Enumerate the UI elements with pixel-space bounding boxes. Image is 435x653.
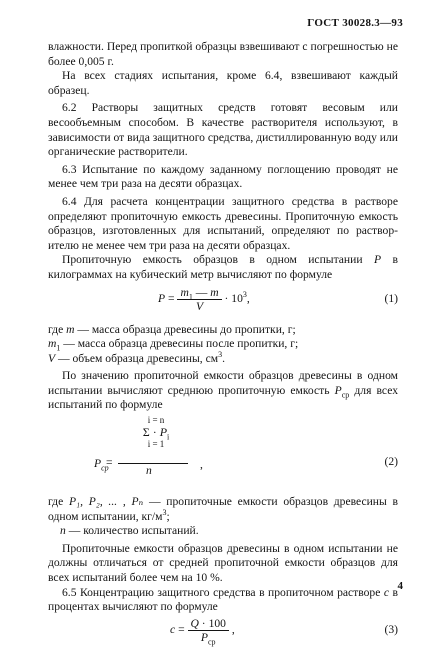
text-run: в килограммах на кубический метр вычисляют по формуле bbox=[48, 253, 398, 281]
where-item bbox=[48, 323, 398, 338]
formula-number: (2) bbox=[384, 455, 398, 469]
superscript: 3 bbox=[162, 507, 167, 517]
exponent: 3 bbox=[242, 289, 247, 299]
text-run: 6.5 Концентрацию защитного средства в пропиточном растворе bbox=[62, 585, 381, 599]
paragraph: 6.4 Для расчета концентрации защитного средства в растворе определяют пропиточную емкость древесины. Пропиточную емкость образцов, изготовленных для испытаний, определяют по растворителю не менее чем три раза на десяти образцах. bbox=[48, 194, 398, 252]
where-item bbox=[48, 495, 398, 524]
multiply-dot: · bbox=[201, 616, 206, 630]
variable-c: c bbox=[383, 585, 390, 599]
where-item bbox=[48, 524, 398, 539]
sigma-symbol: Σ bbox=[142, 425, 150, 440]
sum-term: P bbox=[159, 425, 168, 440]
where-symbol: n bbox=[60, 524, 66, 538]
where-prefix: где bbox=[48, 495, 64, 509]
var-pcp: P bbox=[200, 630, 208, 644]
fraction bbox=[188, 616, 229, 647]
where-text: — масса образца древесины до пропитки, г; bbox=[77, 322, 296, 336]
formula-2 bbox=[48, 415, 398, 493]
sum-upper-limit: i = n bbox=[147, 415, 165, 426]
formula-1 bbox=[48, 286, 398, 320]
subscript: i bbox=[167, 432, 170, 442]
comma: , bbox=[246, 291, 250, 305]
formula-lhs: P bbox=[158, 291, 166, 305]
paragraph bbox=[48, 253, 398, 282]
var-q: Q bbox=[190, 616, 199, 630]
where-symbol: m bbox=[66, 322, 75, 336]
semicolon: ; bbox=[166, 509, 170, 523]
where-prefix: где bbox=[48, 322, 64, 336]
equals-sign: = bbox=[178, 623, 185, 637]
text-run: в процентах вычисляют по формуле bbox=[48, 585, 398, 614]
paragraph: На всех стадиях испытания, кроме 6.4, взвешивают каждый образец. bbox=[48, 69, 398, 97]
standard-header: ГОСТ 30028.3—93 bbox=[307, 17, 403, 29]
formula-number: (3) bbox=[384, 622, 398, 636]
page-number: 4 bbox=[397, 580, 403, 592]
where-item bbox=[48, 349, 398, 367]
where-symbol: m bbox=[48, 337, 57, 351]
text-run: Пропиточную емкость образцов в одном испытании bbox=[62, 253, 363, 267]
variable-pcp: P bbox=[334, 383, 342, 397]
power-base: 10 bbox=[231, 291, 243, 305]
subscript: ср bbox=[101, 463, 109, 473]
formula-3 bbox=[48, 617, 398, 651]
variable-p: P bbox=[373, 253, 382, 267]
text-run: для всех испытаний по формуле bbox=[48, 383, 399, 412]
equals-sign: = bbox=[168, 291, 175, 305]
where-text: — масса образца древесины после пропитки, г; bbox=[63, 337, 299, 351]
fraction-bar bbox=[118, 463, 188, 464]
fraction bbox=[177, 286, 221, 313]
text-run: По значению пропиточной емкости образцов древесины в одном испытании вычисляют среднюю пропиточную емкость bbox=[48, 369, 398, 397]
formula-number: (1) bbox=[384, 291, 398, 305]
var-v: V bbox=[195, 299, 204, 313]
where-text: — объем образца древесины, см bbox=[58, 351, 219, 365]
var-m1: m bbox=[180, 285, 189, 299]
var-n: n bbox=[146, 464, 152, 478]
where-symbol: V bbox=[48, 351, 56, 365]
subscript: ср bbox=[208, 637, 216, 647]
paragraph: влажности. Перед пропиткой образцы взвешивают с погрешностью не более 0,005 г. bbox=[48, 40, 398, 68]
paragraph: 6.2 Растворы защитных средств готовят весовым или весообъемным способом. В качестве растворителя используют, в зависимости от вида защитного средства, дистиллированную воду или органические растворители. bbox=[48, 101, 398, 159]
formula-lhs: c bbox=[170, 623, 176, 637]
document-body bbox=[48, 40, 398, 653]
var-m: m bbox=[210, 285, 219, 299]
formula-lhs: $P_{ср}$ bbox=[94, 457, 109, 473]
where-list-1 bbox=[48, 323, 398, 367]
paragraph: 6.3 Испытание по каждому заданному поглощению проводят не менее чем три раза на десяти образцах. bbox=[48, 162, 398, 191]
subscript: ср bbox=[341, 390, 350, 400]
equals-sign: = bbox=[106, 456, 113, 470]
period: . bbox=[222, 351, 225, 365]
superscript: 3 bbox=[218, 349, 223, 359]
where-text: — количество испытаний. bbox=[68, 524, 199, 538]
where-item bbox=[48, 337, 398, 352]
subscript: 1 bbox=[188, 291, 193, 301]
paragraph bbox=[48, 369, 398, 413]
multiply-dot: · bbox=[152, 425, 157, 440]
paragraph: Пропиточные емкости образцов древесины в одном испытании не должны отличаться от средней пропиточной емкости образцов для всех испытаний более чем на 10 %. bbox=[48, 541, 398, 585]
sum-lower-limit: i = 1 bbox=[147, 439, 165, 450]
comma: , bbox=[231, 623, 235, 637]
minus-sign: — bbox=[195, 285, 208, 299]
multiply-dot: · bbox=[224, 291, 229, 305]
paragraph bbox=[48, 586, 398, 615]
comma: , bbox=[200, 458, 203, 472]
number-100: 100 bbox=[208, 616, 226, 630]
where-text: — пропиточные емкости образцов древесины в одном испытании, кг/м bbox=[48, 495, 398, 523]
subscript: 1 bbox=[56, 343, 61, 353]
summation bbox=[126, 415, 186, 449]
where-symbols: P₁, P₂, ... , Pₙ bbox=[68, 495, 144, 509]
